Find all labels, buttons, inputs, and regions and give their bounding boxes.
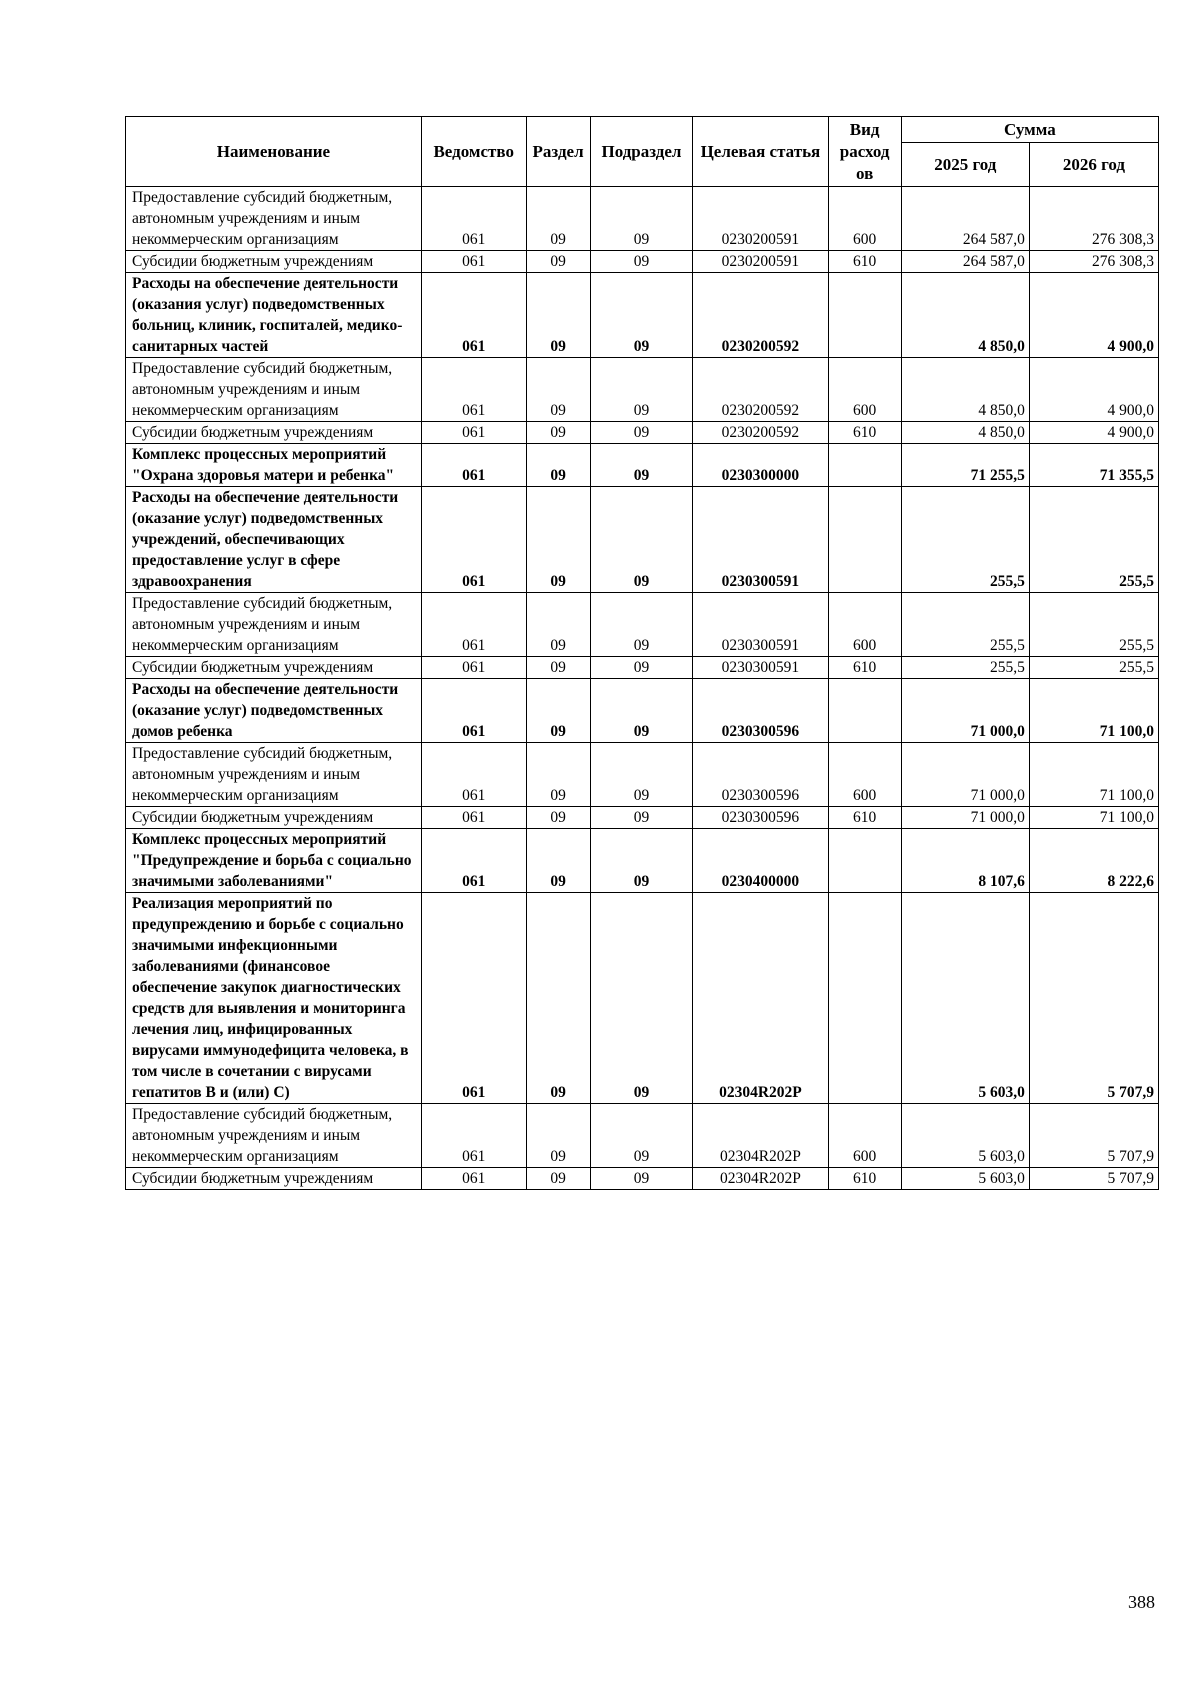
table-row [126,251,1159,273]
header-year-2026: 2026 год [1029,143,1158,187]
row-name: Расходы на обеспечение деятельности (оказание услуг) подведомственных учреждений, обеспечивающих предоставление услуг в сфере здравоохранения [126,487,422,593]
row-sum-2026: 4 900,0 [1029,358,1158,422]
row-sum-2026: 5 707,9 [1029,1168,1158,1190]
row-sum-2025: 264 587,0 [901,187,1029,251]
row-razdel: 09 [526,1168,590,1190]
header-year-2025: 2025 год [901,143,1029,187]
row-razdel: 09 [526,422,590,444]
table-row [126,743,1159,807]
row-vid-rashodov: 600 [828,358,901,422]
row-name: Предоставление субсидий бюджетным, автономным учреждениям и иным некоммерческим организациям [126,1104,422,1168]
row-vedomstvo: 061 [421,893,526,1104]
row-vedomstvo: 061 [421,187,526,251]
row-podrazdel: 09 [590,743,693,807]
row-razdel: 09 [526,657,590,679]
row-sum-2026: 255,5 [1029,657,1158,679]
row-podrazdel: 09 [590,893,693,1104]
row-vid-rashodov [828,679,901,743]
row-podrazdel: 09 [590,358,693,422]
row-celevaya-statya: 0230400000 [693,829,828,893]
row-name: Субсидии бюджетным учреждениям [126,807,422,829]
row-razdel: 09 [526,444,590,487]
table-row [126,358,1159,422]
row-name: Комплекс процессных мероприятий "Предупреждение и борьба с социально значимыми заболеваниями" [126,829,422,893]
row-vedomstvo: 061 [421,679,526,743]
row-vid-rashodov: 600 [828,743,901,807]
row-vedomstvo: 061 [421,444,526,487]
row-vid-rashodov [828,273,901,358]
row-vedomstvo: 061 [421,1104,526,1168]
row-vid-rashodov: 600 [828,1104,901,1168]
row-vid-rashodov: 610 [828,657,901,679]
row-vedomstvo: 061 [421,1168,526,1190]
row-vid-rashodov: 610 [828,422,901,444]
table-row [126,893,1159,1104]
row-sum-2025: 255,5 [901,593,1029,657]
table-body [126,187,1159,1190]
row-sum-2025: 4 850,0 [901,358,1029,422]
row-sum-2025: 71 000,0 [901,807,1029,829]
header-vid: Вид расход ов [828,117,901,187]
table-row [126,829,1159,893]
row-podrazdel: 09 [590,487,693,593]
row-name: Субсидии бюджетным учреждениям [126,1168,422,1190]
row-celevaya-statya: 0230300596 [693,679,828,743]
row-podrazdel: 09 [590,679,693,743]
row-sum-2025: 71 000,0 [901,679,1029,743]
row-vid-rashodov [828,829,901,893]
row-celevaya-statya: 02304R202P [693,1104,828,1168]
row-vid-rashodov [828,487,901,593]
row-celevaya-statya: 0230300591 [693,657,828,679]
row-name: Предоставление субсидий бюджетным, автономным учреждениям и иным некоммерческим организациям [126,187,422,251]
row-razdel: 09 [526,358,590,422]
row-name: Реализация мероприятий по предупреждению и борьбе с социально значимыми инфекционными заболеваниями (финансовое обеспечение закупок диагностических средств для выявления и мониторинга лечения лиц, инфицированных вирусами иммунодефицита человека, в том числе в сочетании с вирусами гепатитов В и (или) С) [126,893,422,1104]
row-razdel: 09 [526,251,590,273]
row-vedomstvo: 061 [421,487,526,593]
row-sum-2025: 255,5 [901,657,1029,679]
row-sum-2026: 71 100,0 [1029,679,1158,743]
row-vedomstvo: 061 [421,807,526,829]
table-row [126,187,1159,251]
row-podrazdel: 09 [590,444,693,487]
row-podrazdel: 09 [590,251,693,273]
table-row [126,593,1159,657]
row-celevaya-statya: 0230200592 [693,273,828,358]
row-razdel: 09 [526,1104,590,1168]
row-celevaya-statya: 0230200591 [693,251,828,273]
row-razdel: 09 [526,593,590,657]
row-podrazdel: 09 [590,422,693,444]
row-podrazdel: 09 [590,657,693,679]
row-sum-2025: 8 107,6 [901,829,1029,893]
row-name: Предоставление субсидий бюджетным, автономным учреждениям и иным некоммерческим организациям [126,593,422,657]
row-sum-2025: 71 000,0 [901,743,1029,807]
row-vedomstvo: 061 [421,593,526,657]
table-row [126,273,1159,358]
row-sum-2026: 276 308,3 [1029,187,1158,251]
row-razdel: 09 [526,679,590,743]
row-name: Расходы на обеспечение деятельности (оказание услуг) подведомственных домов ребенка [126,679,422,743]
row-vid-rashodov [828,893,901,1104]
header-vedomstvo: Ведомство [421,117,526,187]
row-celevaya-statya: 0230200592 [693,358,828,422]
row-sum-2026: 71 100,0 [1029,807,1158,829]
row-razdel: 09 [526,829,590,893]
row-sum-2026: 255,5 [1029,593,1158,657]
header-celevaya: Целевая статья [693,117,828,187]
row-celevaya-statya: 0230300591 [693,487,828,593]
row-razdel: 09 [526,807,590,829]
row-name: Субсидии бюджетным учреждениям [126,251,422,273]
row-podrazdel: 09 [590,807,693,829]
row-sum-2025: 5 603,0 [901,1104,1029,1168]
row-celevaya-statya: 02304R202P [693,893,828,1104]
row-vedomstvo: 061 [421,251,526,273]
header-razdel: Раздел [526,117,590,187]
row-vedomstvo: 061 [421,273,526,358]
row-sum-2026: 5 707,9 [1029,1104,1158,1168]
table-row [126,487,1159,593]
row-sum-2025: 255,5 [901,487,1029,593]
row-vid-rashodov: 610 [828,1168,901,1190]
row-sum-2025: 4 850,0 [901,273,1029,358]
row-podrazdel: 09 [590,829,693,893]
budget-table [125,116,1159,1190]
row-podrazdel: 09 [590,1168,693,1190]
row-vid-rashodov: 610 [828,251,901,273]
row-vid-rashodov [828,444,901,487]
row-name: Комплекс процессных мероприятий "Охрана здоровья матери и ребенка" [126,444,422,487]
row-razdel: 09 [526,893,590,1104]
row-celevaya-statya: 0230300000 [693,444,828,487]
row-name: Расходы на обеспечение деятельности (оказания услуг) подведомственных больниц, клиник, госпиталей, медико-санитарных частей [126,273,422,358]
row-vid-rashodov: 600 [828,593,901,657]
row-sum-2025: 5 603,0 [901,1168,1029,1190]
row-name: Субсидии бюджетным учреждениям [126,422,422,444]
row-celevaya-statya: 0230300591 [693,593,828,657]
row-sum-2025: 264 587,0 [901,251,1029,273]
row-sum-2026: 276 308,3 [1029,251,1158,273]
table-row [126,657,1159,679]
row-podrazdel: 09 [590,1104,693,1168]
table-row [126,1104,1159,1168]
row-podrazdel: 09 [590,593,693,657]
row-name: Предоставление субсидий бюджетным, автономным учреждениям и иным некоммерческим организациям [126,358,422,422]
row-celevaya-statya: 02304R202P [693,1168,828,1190]
row-vedomstvo: 061 [421,829,526,893]
row-razdel: 09 [526,743,590,807]
row-celevaya-statya: 0230200592 [693,422,828,444]
row-podrazdel: 09 [590,187,693,251]
header-name: Наименование [126,117,422,187]
row-vedomstvo: 061 [421,743,526,807]
table-row [126,444,1159,487]
header-podrazdel: Подраздел [590,117,693,187]
row-sum-2025: 71 255,5 [901,444,1029,487]
row-sum-2026: 4 900,0 [1029,422,1158,444]
row-vid-rashodov: 610 [828,807,901,829]
table-row [126,807,1159,829]
row-podrazdel: 09 [590,273,693,358]
row-celevaya-statya: 0230300596 [693,807,828,829]
row-sum-2026: 4 900,0 [1029,273,1158,358]
row-sum-2026: 255,5 [1029,487,1158,593]
table-row [126,422,1159,444]
header-summa: Сумма [901,117,1158,143]
table-row [126,679,1159,743]
row-vid-rashodov: 600 [828,187,901,251]
row-celevaya-statya: 0230300596 [693,743,828,807]
row-name: Предоставление субсидий бюджетным, автономным учреждениям и иным некоммерческим организациям [126,743,422,807]
row-name: Субсидии бюджетным учреждениям [126,657,422,679]
row-sum-2026: 5 707,9 [1029,893,1158,1104]
row-vedomstvo: 061 [421,657,526,679]
row-vedomstvo: 061 [421,358,526,422]
row-sum-2025: 5 603,0 [901,893,1029,1104]
row-razdel: 09 [526,273,590,358]
row-vedomstvo: 061 [421,422,526,444]
row-sum-2026: 8 222,6 [1029,829,1158,893]
row-razdel: 09 [526,487,590,593]
row-sum-2026: 71 100,0 [1029,743,1158,807]
row-sum-2026: 71 355,5 [1029,444,1158,487]
table-row [126,1168,1159,1190]
row-sum-2025: 4 850,0 [901,422,1029,444]
row-razdel: 09 [526,187,590,251]
page-number: 388 [1128,1592,1155,1612]
row-celevaya-statya: 0230200591 [693,187,828,251]
